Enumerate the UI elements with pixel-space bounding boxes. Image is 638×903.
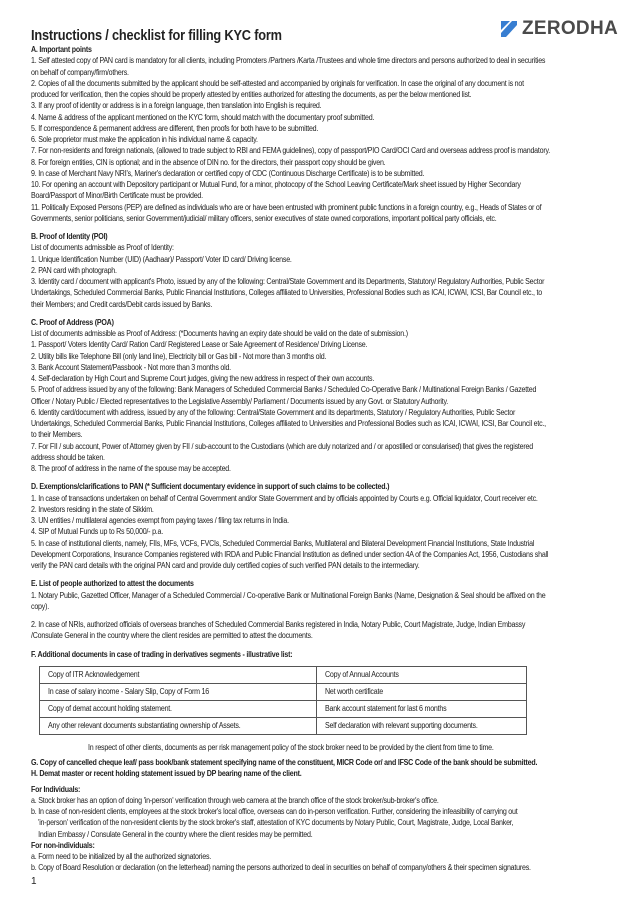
individuals-heading: For Individuals:: [31, 784, 81, 794]
text-line: verify the PAN card details with the original PAN card and provide duly certified copies of such verified PAN details to the intermediary.: [31, 561, 420, 570]
text-line: 7. For FII / sub account, Power of Attorney given by FII / sub-account to the Custodians (which are duly notarized and / or apostilled or consularised) that gives the registered: [31, 441, 533, 451]
section-b-text: [31, 242, 611, 310]
non-individuals-text: [31, 851, 611, 874]
cell-text: Copy of ITR Acknowledgement: [48, 670, 140, 680]
text-line: 8. The proof of address in the name of the spouse may be accepted.: [31, 464, 231, 473]
text-line: to their Members.: [31, 430, 83, 440]
section-f-note: In respect of other clients, documents as per risk management policy of the stock broker need to be provided by the client from time to time.: [88, 742, 494, 752]
text-line: 3. Bank Account Statement/Passbook - Not more than 3 months old.: [31, 362, 231, 372]
text-line: 2. Copies of all the documents submitted by the applicant should be self-attested and accompanied by originals for verification. In case the original of any document is not: [31, 78, 524, 88]
text-line: produced for verification, then the copies should be properly attested by entities authorized for attesting the documents, as per the below mentioned list.: [31, 90, 472, 99]
spacer: [31, 310, 611, 317]
derivatives-documents-table: [39, 666, 527, 735]
text-line: Officer / Notary Public / Elected representatives to the Legislative Assembly/ Parliament / Documents issued by any Govt. or Statutory Authority.: [31, 396, 449, 406]
section-c-heading: C. Proof of Address (POA): [31, 317, 114, 327]
text-line: 4. SIP of Mutual Funds up to Rs 50,000/- p.a.: [31, 527, 163, 537]
section-e-heading: E. List of people authorized to attest the documents: [31, 579, 194, 589]
text-line: 2. PAN card with photograph.: [31, 265, 117, 275]
spacer: [31, 571, 611, 578]
cell-text: Copy of Annual Accounts: [325, 670, 399, 680]
cell-text: Any other relevant documents substantiating ownership of Assets.: [48, 721, 241, 731]
text-line: List of documents admissible as Proof of Identity:: [31, 243, 174, 253]
text-line: Undertakings, Scheduled Commercial Banks, Public Financial Institutions, Colleges affiliated to Universities, Professional Bodies such as ICAI, ICWAI, ICSI, Bar Council etc., to: [31, 288, 542, 298]
spacer: [31, 735, 611, 742]
text-line: 1. In case of transactions undertaken on behalf of Central Government and/or State Government and by officials appointed by Courts e.g. Official liquidator, Court receiver etc.: [31, 493, 538, 503]
text-line: 1. Unique Identification Number (UID) (Aadhaar)/ Passport/ Voter ID card/ Driving license.: [31, 254, 292, 264]
text-line: 9. In case of Merchant Navy NRI's, Mariner's declaration or certified copy of CDC (Continuous Discharge Certificate) is to be submitted.: [31, 168, 425, 178]
text-line: Development Corporations, Insurance Companies registered with IRDA and Public Financial Institution as defined under section 4A of the Companies Act, 1956, Custodians shall: [31, 549, 549, 559]
table-cell: [40, 666, 317, 683]
text-line: b. In case of non-resident clients, employees at the stock broker's local office, overseas can do in-person verification. Further, considering the infeasibility of carrying out: [31, 807, 518, 816]
text-line: 1. Passport/ Voters Identity Card/ Ration Card/ Registered Lease or Sale Agreement of Residence/ Driving License.: [31, 340, 368, 350]
zerodha-logo-icon: [501, 21, 517, 37]
cell-text: In case of salary income - Salary Slip, Copy of Form 16: [48, 687, 209, 697]
text-line: 2. Utility bills like Telephone Bill (only land line), Electricity bill or Gas bill - Not more than 3 months old.: [31, 351, 327, 361]
text-line: Undertakings, Scheduled Commercial Banks, Public Financial Institutions, Colleges affiliated to Universities and Professional Bodies such as ICAI, ICWAI, ICSI, Bar Council etc.,: [31, 419, 546, 428]
page-number: 1: [31, 876, 37, 887]
section-a-heading: A. Important points: [31, 45, 92, 54]
text-line: /Consulate General in the country where the client resides are permitted to attest the documents.: [31, 631, 313, 641]
text-line: 11. Politically Exposed Persons (PEP) are defined as individuals who are or have been entrusted with prominent public functions in a foreign country, e.g., Heads of States or of: [31, 202, 542, 212]
text-line: 2. Investors residing in the state of Sikkim.: [31, 504, 154, 514]
spacer: [31, 224, 611, 231]
table-row: [40, 700, 527, 717]
brand-name: ZERODHA: [521, 18, 618, 39]
individuals-text: [31, 795, 611, 840]
spacer: [31, 612, 611, 619]
table-row: [40, 717, 527, 734]
text-line: 5. In case of institutional clients, namely, FIIs, MFs, VCFs, FVCIs, Scheduled Commercial Banks, Multilateral and Bilateral Development Financial Institutions, State Industrial: [31, 538, 535, 548]
non-individuals-heading: For non-individuals:: [31, 840, 95, 850]
text-line: 1. Notary Public, Gazetted Officer, Manager of a Scheduled Commercial / Co-operative Bank or Multinational Foreign Banks (Name, Designation & Seal should be affixed on the: [31, 590, 546, 600]
text-line: 1. Self attested copy of PAN card is mandatory for all clients, including Promoters /Partners /Karta /Trustees and whole time directors and persons authorized to deal in securities: [31, 56, 546, 66]
table-row: [40, 666, 527, 683]
table-cell: [40, 700, 317, 717]
table-cell: [40, 683, 317, 700]
table-cell: [317, 717, 527, 734]
text-line: a. Stock broker has an option of doing 'in-person' verification through web camera at the branch office of the stock broker/sub-broker's office.: [31, 795, 439, 805]
text-line: Governments, senior politicians, senior Government/judicial/ military officers, senior executives of state owned corporations, important political party officials, etc.: [31, 213, 497, 223]
text-line: 4. Self-declaration by High Court and Supreme Court judges, giving the new address in respect of their own accounts.: [31, 374, 375, 383]
section-b-heading: B. Proof of Identity (POI): [31, 232, 108, 241]
text-line: List of documents admissible as Proof of Address: (*Documents having an expiry date should be valid on the date of submission.): [31, 329, 408, 338]
table-cell: [40, 717, 317, 734]
section-a-text: [31, 55, 611, 224]
text-line: 10. For opening an account with Depository participant or Mutual Fund, for a minor, photocopy of the School Leaving Certificate/Mark sheet issued by Higher Secondary: [31, 180, 521, 189]
section-d-heading: D. Exemptions/clarifications to PAN (* Sufficient documentary evidence in support of such claims to be collected.): [31, 482, 390, 492]
text-line: 3. Identity card / document with applicant's Photo, issued by any of the following: Central/State Government and its Departments, Statutory/ Regulatory Authorities, Public Sector: [31, 277, 545, 286]
text-line: Board/Passport of Minor/Birth Certificate must be provided.: [31, 191, 203, 201]
text-line: Indian Embassy / Consulate General in the country where the client resides may be permitted.: [38, 829, 313, 839]
document-body: [31, 44, 611, 874]
text-line: 8. For foreign entities, CIN is optional; and in the absence of DIN no. for the directors, their passport copy should be given.: [31, 157, 386, 167]
section-g-heading: G. Copy of cancelled cheque leaf/ pass book/bank statement specifying name of the constituent, MICR Code or/ and IFSC Code of the bank should be submitted.: [31, 758, 538, 767]
text-line: 3. UN entities / multilateral agencies exempt from paying taxes / filing tax returns in India.: [31, 516, 289, 525]
text-line: copy).: [31, 601, 49, 611]
text-line: 2. In case of NRIs, authorized officials of overseas branches of Scheduled Commercial Banks registered in India, Notary Public, Court Magistrate, Judge, Indian Embassy: [31, 620, 526, 629]
section-d-text: [31, 493, 611, 572]
spacer: [31, 642, 611, 649]
text-line: on behalf of company/firm/others.: [31, 67, 129, 77]
spacer: [31, 474, 611, 481]
text-line: their Members; and Credit cards/Debit cards issued by Banks.: [31, 299, 213, 309]
brand-logo: [501, 18, 618, 40]
table-cell: [317, 666, 527, 683]
section-h-heading: H. Demat master or recent holding statement issued by DP bearing name of the client.: [31, 769, 302, 779]
table-cell: [317, 700, 527, 717]
text-line: 3. If any proof of identity or address is in a foreign language, then translation into English is required.: [31, 101, 322, 111]
text-line: 7. For non-residents and foreign nationals, (allowed to trade subject to RBI and FEMA guidelines), copy of passport/PIO Card/OCI Card and overseas address proof is mandatory.: [31, 146, 551, 156]
text-line: a. Form need to be initialized by all the authorized signatories.: [31, 852, 212, 861]
text-line: 4. Name & address of the applicant mentioned on the KYC form, should match with the documentary proof submitted.: [31, 112, 375, 122]
text-line: 5. Proof of address issued by any of the following: Bank Managers of Scheduled Commercial Banks / Scheduled Co-Operative Bank / Multinational Foreign Banks / Gazetted: [31, 385, 537, 395]
table-row: [40, 683, 527, 700]
section-c-text: [31, 328, 611, 474]
text-line: 6. Sole proprietor must make the application in his individual name & capacity.: [31, 135, 258, 144]
text-line: b. Copy of Board Resolution or declaration (on the letterhead) naming the persons authorized to deal in securities on behalf of company/others & their specimen signatures.: [31, 863, 531, 873]
table-cell: [317, 683, 527, 700]
page-title: Instructions / checklist for filling KYC form: [31, 28, 282, 44]
cell-text: Net worth certificate: [325, 687, 383, 697]
text-line: 6. Identity card/document with address, issued by any of the following: Central/State Government and its departments, Statutory / Regulatory Authorities, Public Sector: [31, 407, 516, 417]
section-f-heading: F. Additional documents in case of trading in derivatives segments - illustrative list:: [31, 649, 293, 659]
cell-text: Bank account statement for last 6 months: [325, 704, 447, 714]
text-line: 'in-person' verification of the non-resident clients by the stock broker's staff, attestation of KYC documents by Notary Public, Court, Magistrate, Judge, Local Banker,: [38, 818, 514, 828]
text-line: address should be taken.: [31, 452, 105, 462]
section-e-text: [31, 590, 611, 642]
text-line: 5. If correspondence & permanent address are different, then proofs for both have to be submitted.: [31, 123, 319, 133]
cell-text: Self declaration with relevant supporting documents.: [325, 721, 478, 731]
cell-text: Copy of demat account holding statement.: [48, 704, 172, 714]
